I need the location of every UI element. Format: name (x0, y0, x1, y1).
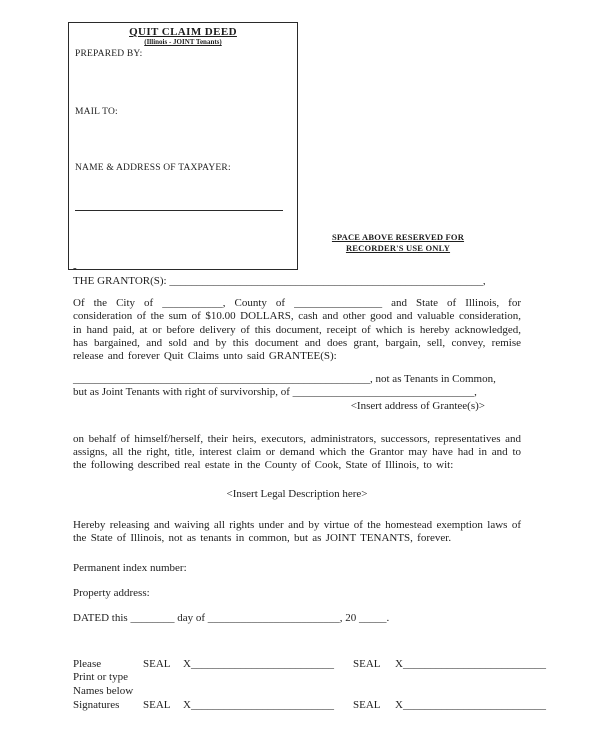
recorder-use-note (316, 232, 480, 254)
homestead-paragraph: Hereby releasing and waiving all rights under and by virtue of the homestead exemption laws of the State of Illinois, not as tenants in common, but as JOINT TENANTS, forever. (73, 518, 521, 544)
consideration-paragraph: Of the City of ___________, County of ________________ and State of Illinois, for consideration of the sum of $10.00 DOLLARS, cash and other good and valuable consideration, in hand paid, at or before delivery of this document, receipt of which is hereby acknowledged, has bargained, and sold and by this document and does grant, bargain, sell, convey, remise release and forever Quit Claims unto said GRANTEE(S): (73, 297, 521, 363)
stray-dash: - (73, 262, 77, 274)
seal-label: SEAL (353, 657, 381, 670)
signature-x-line: X__________________________ (395, 657, 546, 670)
signature-x-line: X__________________________ (395, 699, 546, 712)
signature-row-2 (73, 671, 543, 685)
names-below-label: Names below (73, 685, 134, 698)
signatures-label: Signatures (73, 699, 120, 712)
grantee-blank-line: ______________________________________________________, not as Tenants in Common, (73, 373, 496, 386)
document-title: QUIT CLAIM DEED (129, 26, 237, 38)
signature-x-line: X__________________________ (183, 657, 334, 670)
signature-row-3 (73, 685, 543, 699)
taxpayer-address-divider-line (75, 210, 283, 211)
insert-legal-description-hint: <Insert Legal Description here> (226, 488, 368, 501)
signature-row-4 (73, 699, 546, 713)
signature-x-line: X__________________________ (183, 699, 334, 712)
document-subtitle: (Illinois - JOINT Tenants) (144, 38, 222, 46)
signature-block (73, 657, 546, 713)
dated-line: DATED this ________ day of ________________________, 20 _____. (73, 612, 390, 625)
print-or-type-label: Print or type (73, 671, 128, 684)
joint-tenants-line: but as Joint Tenants with right of survivorship, of _________________________________, (73, 386, 477, 399)
conveyance-paragraph: on behalf of himself/herself, their heirs, executors, administrators, successors, representatives and assigns, all the right, title, interest claim or demand which the Grantor may have had in and to the following described real estate in the County of Cook, State of Illinois, to wit: (73, 432, 521, 472)
grantor-line: THE GRANTOR(S): _________________________________________________________, (73, 275, 486, 287)
recorder-note-line2: RECORDER'S USE ONLY (345, 243, 451, 253)
insert-address-hint: <Insert address of Grantee(s)> (350, 399, 485, 412)
recorder-note-line1: SPACE ABOVE RESERVED FOR (331, 232, 465, 242)
seal-label: SEAL (143, 657, 171, 670)
recorder-header-box (68, 22, 298, 270)
property-address-label: Property address: (73, 587, 150, 600)
mail-to-label: MAIL TO: (75, 107, 118, 117)
seal-label: SEAL (143, 699, 171, 712)
please-label: Please (73, 657, 102, 670)
signature-row-1 (73, 657, 546, 672)
permanent-index-number-label: Permanent index number: (73, 562, 187, 575)
seal-label: SEAL (353, 699, 381, 712)
deed-body (73, 262, 546, 713)
prepared-by-label: PREPARED BY: (75, 49, 143, 59)
taxpayer-label: NAME & ADDRESS OF TAXPAYER: (75, 163, 231, 173)
